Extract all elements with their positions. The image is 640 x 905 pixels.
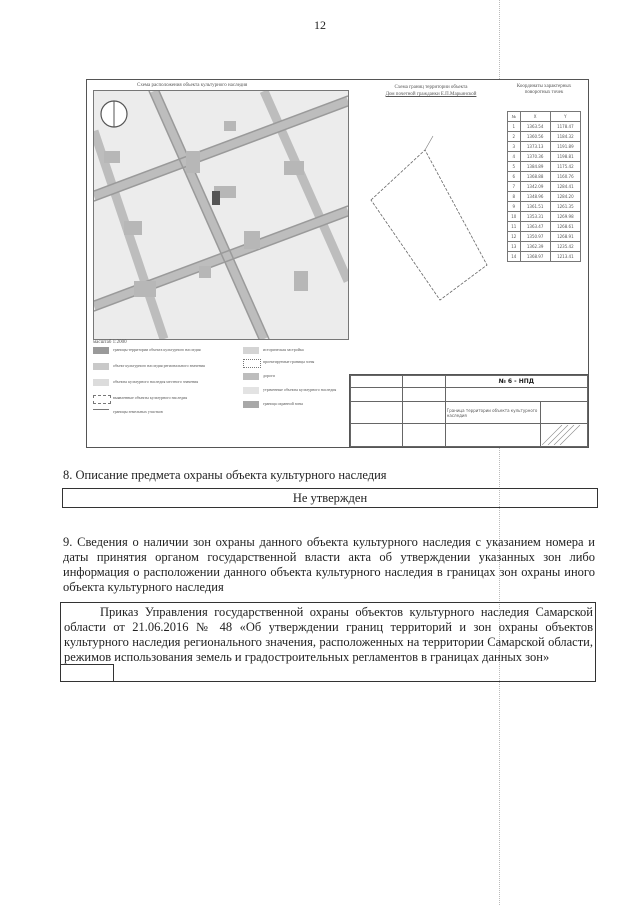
legend-item: выявленные объекты культурного наследия [113,395,188,400]
coord-y: 1261.35 [550,202,580,212]
coord-num: 7 [508,182,521,192]
coord-y: 1191.89 [550,142,580,152]
coord-num: 14 [508,252,521,262]
coord-x: 1368.97 [520,252,550,262]
coord-y: 1213.41 [550,252,580,262]
coordinates-row [508,142,581,152]
coord-x: 1353.31 [520,212,550,222]
legend-item: дороги [263,373,275,378]
coordinates-row [508,152,581,162]
coord-x: 1360.56 [520,132,550,142]
title-block-cell [445,424,540,447]
scheme-caption-line-1: Схема границ территории объекта [394,85,468,90]
legend-item: объект культурного наследия регионального значения [113,363,205,368]
coordinates-row [508,202,581,212]
coord-x: 1361.51 [520,202,550,212]
title-block-cell [540,402,587,424]
coord-header-x: X [520,112,550,122]
coord-num: 12 [508,232,521,242]
legend-swatch [243,401,259,408]
coord-x: 1348.96 [520,192,550,202]
coord-y: 1284.41 [550,182,580,192]
title-block-table [350,375,588,447]
legend-item: историческая застройка [263,347,304,352]
coordinates-row [508,242,581,252]
title-block-cell [403,424,446,447]
coord-y: 1268.61 [550,222,580,232]
coord-x: 1373.13 [520,142,550,152]
legend-swatch [243,387,259,394]
hatch-logo [542,425,582,445]
title-block-cell [351,424,403,447]
map-graphic [94,91,348,339]
coord-x: 1363.54 [520,122,550,132]
title-block-cell [403,376,446,388]
coord-num: 10 [508,212,521,222]
scheme-caption-line-2: Дом почетной гражданки Е.П.Марьинской [385,92,477,97]
legend-swatch [243,359,261,368]
coord-y: 1160.76 [550,172,580,182]
legend-swatch [93,363,109,370]
legend-swatch [243,347,259,354]
box-tail-line [61,664,114,681]
coord-y: 1178.47 [550,122,580,132]
coordinates-row [508,212,581,222]
coord-x: 1350.97 [520,232,550,242]
boundary-scheme [365,100,495,318]
coord-num: 2 [508,132,521,142]
title-block-cell [403,388,446,402]
coord-y: 1198.81 [550,152,580,162]
legend-swatch [243,373,259,380]
scale-label: масштаб 1:2000 [93,340,127,345]
coord-y: 1269.98 [550,212,580,222]
location-map [93,90,349,340]
coord-num: 9 [508,202,521,212]
coordinates-caption: Координаты характерных поворотных точек [516,84,572,95]
coordinates-row [508,172,581,182]
coord-num: 5 [508,162,521,172]
coord-num: 6 [508,172,521,182]
coordinates-row [508,192,581,202]
coord-num: 8 [508,192,521,202]
coordinates-row [508,252,581,262]
section-9-heading: 9. Сведения о наличии зон охраны данного объекта культурного наследия с указанием номера и даты принятия органом государственной власти акта об утверждении указанных зон либо информация о расположении данного объекта культурного наследия в границах зон охраны иного объекта культурного наследия [63,535,595,594]
coord-x: 1370.36 [520,152,550,162]
section-8-value: Не утвержден [62,488,598,508]
coordinates-row [508,162,581,172]
title-block-code: № 6 - НПД [445,376,587,388]
legend-item: граница охранной зоны [263,401,304,406]
title-block-cell [351,388,403,402]
coord-y: 1284.20 [550,192,580,202]
coord-num: 3 [508,142,521,152]
legend-item: утраченные объекты культурного наследия [263,387,337,392]
legend-swatch [93,409,109,417]
scheme-caption [373,84,489,98]
coord-y: 1184.32 [550,132,580,142]
coord-x: 1384.89 [520,162,550,172]
legend-item: границы территории объекта культурного наследия [113,347,201,352]
legend-swatch [93,347,109,354]
coordinates-row [508,132,581,142]
coord-y: 1268.91 [550,232,580,242]
title-block-note: Граница территории объекта культурного наследия [445,402,540,424]
page-number: 12 [314,18,326,32]
coord-num: 4 [508,152,521,162]
boundary-drawing [86,79,589,448]
title-block-cell [445,388,587,402]
coord-y: 1175.42 [550,162,580,172]
coord-x: 1362.39 [520,242,550,252]
coordinates-row [508,122,581,132]
title-block [349,374,588,447]
coord-num: 11 [508,222,521,232]
coordinates-row [508,232,581,242]
coord-num: 1 [508,122,521,132]
coordinates-row [508,222,581,232]
coordinates-table [507,111,581,262]
legend-swatch [93,379,109,386]
coord-y: 1235.42 [550,242,580,252]
coord-x: 1363.47 [520,222,550,232]
section-9-box [60,602,596,682]
coord-x: 1342.09 [520,182,550,192]
coord-x: 1368.88 [520,172,550,182]
section-8-heading: 8. Описание предмета охраны объекта культурного наследия [63,468,387,482]
legend-swatch [93,395,111,404]
coord-header-y: Y [550,112,580,122]
coord-header-num: № [508,112,521,122]
title-block-cell [351,402,403,424]
section-9-value: Приказ Управления государственной охраны объектов культурного наследия Самарской области от 21.06.2016 № 48 «Об утверждении границ территорий и зон охраны объектов культурного наследия регионального значения, расположенных на территории Самарской области, режимов использования земель и градостроительных регламентов в границах данных зон» [64,605,593,664]
legend-item: проектируемые границы зоны [263,359,315,364]
title-block-cell [540,424,587,447]
coord-num: 13 [508,242,521,252]
legend-item: объекты культурного наследия местного значения [113,379,199,384]
title-block-cell [403,402,446,424]
coordinates-header-row [508,112,581,122]
coordinates-row [508,182,581,192]
title-block-cell [351,376,403,388]
legend-item: границы земельных участков [113,409,163,414]
map-caption: Схема расположения объекта культурного наследия [137,83,248,88]
